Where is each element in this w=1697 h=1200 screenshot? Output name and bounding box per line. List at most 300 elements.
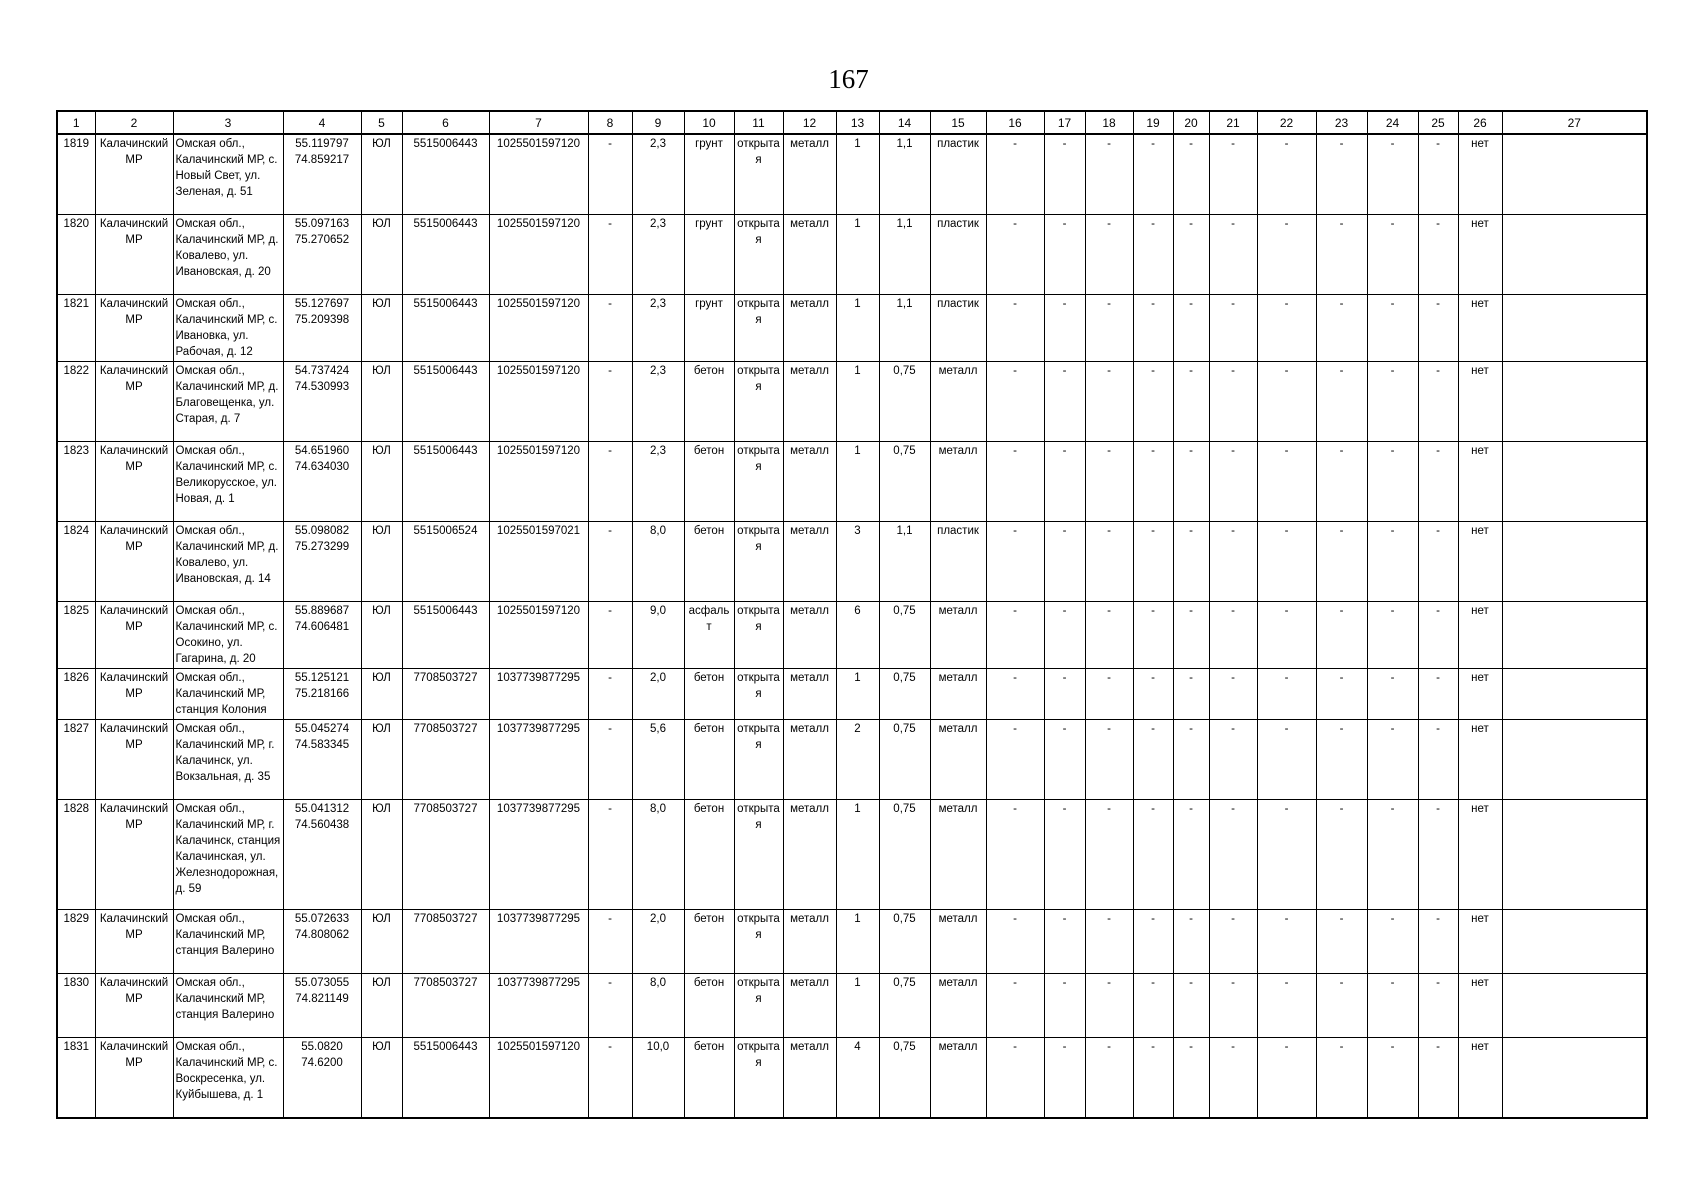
cell-district: Калачинский МР xyxy=(95,442,173,522)
cell-c26: нет xyxy=(1458,974,1502,1038)
coordinates-cell xyxy=(283,522,361,602)
cell-c16: - xyxy=(986,800,1044,910)
cell-c19: - xyxy=(1133,1038,1173,1119)
cell-c14: 0,75 xyxy=(879,362,930,442)
latitude: 55.889687 xyxy=(294,605,350,617)
cell-c13: 4 xyxy=(836,1038,879,1119)
cell-n: 1829 xyxy=(57,910,95,974)
cell-c19: - xyxy=(1133,669,1173,720)
cell-c12: металл xyxy=(783,602,836,669)
cell-c16: - xyxy=(986,362,1044,442)
coordinates-cell xyxy=(283,295,361,362)
cell-c16: - xyxy=(986,295,1044,362)
cell-c14: 0,75 xyxy=(879,1038,930,1119)
cell-c26: нет xyxy=(1458,522,1502,602)
cell-district: Калачинский МР xyxy=(95,910,173,974)
cell-c8: - xyxy=(588,910,632,974)
cell-c16: - xyxy=(986,669,1044,720)
cell-c23: - xyxy=(1316,134,1367,215)
cell-c9: 8,0 xyxy=(632,800,684,910)
cell-address: Омская обл., Калачинский МР, г. Калачинск, ул. Вокзальная, д. 35 xyxy=(173,720,283,800)
cell-c10: бетон xyxy=(684,442,734,522)
cell-address: Омская обл., Калачинский МР, д. Ковалево, ул. Ивановская, д. 14 xyxy=(173,522,283,602)
coordinates-cell xyxy=(283,442,361,522)
cell-c25: - xyxy=(1418,522,1458,602)
cell-c23: - xyxy=(1316,295,1367,362)
cell-c24: - xyxy=(1367,134,1418,215)
cell-n: 1821 xyxy=(57,295,95,362)
cell-c24: - xyxy=(1367,602,1418,669)
cell-inn: 5515006443 xyxy=(402,215,489,295)
cell-c17: - xyxy=(1044,602,1085,669)
cell-c13: 1 xyxy=(836,800,879,910)
cell-c27 xyxy=(1502,295,1647,362)
cell-c15: металл xyxy=(930,910,986,974)
cell-c20: - xyxy=(1173,522,1209,602)
cell-c19: - xyxy=(1133,522,1173,602)
cell-address: Омская обл., Калачинский МР, с. Великорусское, ул. Новая, д. 1 xyxy=(173,442,283,522)
cell-c26: нет xyxy=(1458,362,1502,442)
column-header: 9 xyxy=(632,111,684,134)
cell-c14: 0,75 xyxy=(879,910,930,974)
cell-c26: нет xyxy=(1458,1038,1502,1119)
cell-c11: открытая xyxy=(734,362,783,442)
latitude: 55.127697 xyxy=(294,298,350,310)
cell-n: 1828 xyxy=(57,800,95,910)
cell-c12: металл xyxy=(783,910,836,974)
cell-c15: металл xyxy=(930,669,986,720)
cell-c27 xyxy=(1502,974,1647,1038)
cell-district: Калачинский МР xyxy=(95,720,173,800)
cell-c25: - xyxy=(1418,669,1458,720)
cell-c13: 1 xyxy=(836,974,879,1038)
cell-c21: - xyxy=(1209,1038,1257,1119)
cell-type: ЮЛ xyxy=(361,669,402,720)
cell-c19: - xyxy=(1133,800,1173,910)
cell-c20: - xyxy=(1173,669,1209,720)
cell-type: ЮЛ xyxy=(361,134,402,215)
cell-type: ЮЛ xyxy=(361,800,402,910)
cell-c14: 0,75 xyxy=(879,602,930,669)
cell-c13: 3 xyxy=(836,522,879,602)
cell-c20: - xyxy=(1173,134,1209,215)
cell-c25: - xyxy=(1418,295,1458,362)
cell-c26: нет xyxy=(1458,720,1502,800)
table-row xyxy=(57,215,1647,295)
cell-c14: 0,75 xyxy=(879,720,930,800)
cell-c19: - xyxy=(1133,974,1173,1038)
cell-inn: 5515006443 xyxy=(402,1038,489,1119)
coordinates-cell xyxy=(283,1038,361,1119)
cell-c18: - xyxy=(1085,910,1133,974)
longitude: 74.606481 xyxy=(294,621,350,633)
cell-district: Калачинский МР xyxy=(95,669,173,720)
cell-c17: - xyxy=(1044,362,1085,442)
cell-c8: - xyxy=(588,602,632,669)
coordinates-cell xyxy=(283,215,361,295)
table-body xyxy=(57,134,1647,1118)
cell-c20: - xyxy=(1173,974,1209,1038)
cell-c27 xyxy=(1502,522,1647,602)
latitude: 55.072633 xyxy=(294,913,350,925)
cell-c22: - xyxy=(1257,602,1316,669)
cell-c11: открытая xyxy=(734,522,783,602)
column-header: 10 xyxy=(684,111,734,134)
cell-c21: - xyxy=(1209,910,1257,974)
cell-c17: - xyxy=(1044,1038,1085,1119)
cell-c20: - xyxy=(1173,362,1209,442)
cell-c11: открытая xyxy=(734,134,783,215)
cell-c10: бетон xyxy=(684,910,734,974)
cell-c17: - xyxy=(1044,134,1085,215)
cell-c8: - xyxy=(588,720,632,800)
cell-c24: - xyxy=(1367,669,1418,720)
cell-c24: - xyxy=(1367,720,1418,800)
cell-c22: - xyxy=(1257,1038,1316,1119)
cell-c15: металл xyxy=(930,442,986,522)
cell-address: Омская обл., Калачинский МР, с. Новый Свет, ул. Зеленая, д. 51 xyxy=(173,134,283,215)
cell-c12: металл xyxy=(783,522,836,602)
cell-c13: 1 xyxy=(836,215,879,295)
cell-c26: нет xyxy=(1458,442,1502,522)
longitude: 74.530993 xyxy=(294,381,350,393)
cell-c23: - xyxy=(1316,720,1367,800)
cell-c15: металл xyxy=(930,602,986,669)
cell-district: Калачинский МР xyxy=(95,1038,173,1119)
cell-address: Омская обл., Калачинский МР, с. Воскресенка, ул. Куйбышева, д. 1 xyxy=(173,1038,283,1119)
cell-c21: - xyxy=(1209,215,1257,295)
cell-c12: металл xyxy=(783,362,836,442)
column-header: 14 xyxy=(879,111,930,134)
cell-c12: металл xyxy=(783,800,836,910)
cell-c12: металл xyxy=(783,442,836,522)
cell-c24: - xyxy=(1367,800,1418,910)
cell-ogrn: 1037739877295 xyxy=(489,910,588,974)
cell-c27 xyxy=(1502,669,1647,720)
cell-ogrn: 1037739877295 xyxy=(489,974,588,1038)
cell-c18: - xyxy=(1085,442,1133,522)
header-row xyxy=(57,111,1647,134)
cell-c17: - xyxy=(1044,442,1085,522)
table-row xyxy=(57,669,1647,720)
cell-district: Калачинский МР xyxy=(95,602,173,669)
cell-c11: открытая xyxy=(734,910,783,974)
table-row xyxy=(57,910,1647,974)
cell-c21: - xyxy=(1209,720,1257,800)
cell-c27 xyxy=(1502,215,1647,295)
cell-type: ЮЛ xyxy=(361,720,402,800)
cell-c9: 2,3 xyxy=(632,215,684,295)
cell-c20: - xyxy=(1173,910,1209,974)
cell-c24: - xyxy=(1367,974,1418,1038)
cell-c23: - xyxy=(1316,1038,1367,1119)
cell-c13: 2 xyxy=(836,720,879,800)
table-row xyxy=(57,720,1647,800)
cell-c25: - xyxy=(1418,720,1458,800)
cell-c11: открытая xyxy=(734,442,783,522)
cell-c24: - xyxy=(1367,910,1418,974)
cell-c17: - xyxy=(1044,800,1085,910)
cell-c11: открытая xyxy=(734,602,783,669)
cell-c17: - xyxy=(1044,522,1085,602)
cell-inn: 7708503727 xyxy=(402,720,489,800)
cell-c25: - xyxy=(1418,974,1458,1038)
cell-c21: - xyxy=(1209,800,1257,910)
cell-address: Омская обл., Калачинский МР, с. Ивановка, ул. Рабочая, д. 12 xyxy=(173,295,283,362)
cell-c23: - xyxy=(1316,974,1367,1038)
coordinates-cell xyxy=(283,910,361,974)
cell-c16: - xyxy=(986,134,1044,215)
coordinates-cell xyxy=(283,800,361,910)
cell-c27 xyxy=(1502,134,1647,215)
cell-c17: - xyxy=(1044,215,1085,295)
cell-c21: - xyxy=(1209,974,1257,1038)
cell-c14: 0,75 xyxy=(879,669,930,720)
cell-c18: - xyxy=(1085,522,1133,602)
cell-address: Омская обл., Калачинский МР, д. Ковалево, ул. Ивановская, д. 20 xyxy=(173,215,283,295)
cell-c25: - xyxy=(1418,1038,1458,1119)
cell-ogrn: 1025501597120 xyxy=(489,602,588,669)
cell-c9: 2,0 xyxy=(632,669,684,720)
latitude: 55.045274 xyxy=(294,723,350,735)
cell-c22: - xyxy=(1257,215,1316,295)
cell-c25: - xyxy=(1418,800,1458,910)
cell-inn: 5515006443 xyxy=(402,295,489,362)
cell-c9: 10,0 xyxy=(632,1038,684,1119)
cell-c18: - xyxy=(1085,800,1133,910)
cell-c15: металл xyxy=(930,720,986,800)
cell-inn: 5515006443 xyxy=(402,362,489,442)
cell-c17: - xyxy=(1044,669,1085,720)
cell-c24: - xyxy=(1367,1038,1418,1119)
cell-c25: - xyxy=(1418,910,1458,974)
cell-c8: - xyxy=(588,442,632,522)
cell-c15: металл xyxy=(930,974,986,1038)
cell-c8: - xyxy=(588,215,632,295)
cell-c10: бетон xyxy=(684,974,734,1038)
cell-c25: - xyxy=(1418,215,1458,295)
longitude: 75.218166 xyxy=(294,688,350,700)
cell-c22: - xyxy=(1257,442,1316,522)
cell-district: Калачинский МР xyxy=(95,800,173,910)
page-number: 167 xyxy=(828,64,869,94)
longitude: 74.634030 xyxy=(294,461,350,473)
cell-c17: - xyxy=(1044,295,1085,362)
cell-c26: нет xyxy=(1458,910,1502,974)
cell-c12: металл xyxy=(783,720,836,800)
cell-c12: металл xyxy=(783,215,836,295)
cell-type: ЮЛ xyxy=(361,522,402,602)
cell-type: ЮЛ xyxy=(361,1038,402,1119)
cell-c10: бетон xyxy=(684,1038,734,1119)
cell-ogrn: 1025501597120 xyxy=(489,442,588,522)
latitude: 55.119797 xyxy=(295,138,349,150)
cell-c22: - xyxy=(1257,295,1316,362)
cell-district: Калачинский МР xyxy=(95,215,173,295)
column-header: 3 xyxy=(173,111,283,134)
latitude: 55.125121 xyxy=(294,672,350,684)
cell-district: Калачинский МР xyxy=(95,134,173,215)
cell-address: Омская обл., Калачинский МР, д. Благовещенка, ул. Старая, д. 7 xyxy=(173,362,283,442)
cell-district: Калачинский МР xyxy=(95,295,173,362)
cell-c27 xyxy=(1502,602,1647,669)
cell-c21: - xyxy=(1209,442,1257,522)
cell-c15: металл xyxy=(930,362,986,442)
table-row xyxy=(57,1038,1647,1119)
cell-c16: - xyxy=(986,1038,1044,1119)
column-header: 11 xyxy=(734,111,783,134)
cell-n: 1830 xyxy=(57,974,95,1038)
table-row xyxy=(57,974,1647,1038)
cell-c13: 1 xyxy=(836,362,879,442)
cell-c26: нет xyxy=(1458,215,1502,295)
cell-c23: - xyxy=(1316,910,1367,974)
cell-c27 xyxy=(1502,442,1647,522)
cell-ogrn: 1025501597120 xyxy=(489,1038,588,1119)
cell-c18: - xyxy=(1085,720,1133,800)
cell-c11: открытая xyxy=(734,1038,783,1119)
cell-ogrn: 1037739877295 xyxy=(489,669,588,720)
cell-c8: - xyxy=(588,1038,632,1119)
cell-c15: металл xyxy=(930,800,986,910)
cell-c12: металл xyxy=(783,1038,836,1119)
cell-c9: 2,3 xyxy=(632,295,684,362)
cell-c13: 6 xyxy=(836,602,879,669)
cell-ogrn: 1025501597021 xyxy=(489,522,588,602)
column-header: 5 xyxy=(361,111,402,134)
cell-inn: 5515006443 xyxy=(402,602,489,669)
cell-c9: 9,0 xyxy=(632,602,684,669)
column-header: 24 xyxy=(1367,111,1418,134)
longitude: 74.821149 xyxy=(295,993,349,1005)
column-header: 4 xyxy=(283,111,361,134)
cell-inn: 7708503727 xyxy=(402,669,489,720)
cell-n: 1822 xyxy=(57,362,95,442)
cell-c9: 2,3 xyxy=(632,362,684,442)
cell-ogrn: 1025501597120 xyxy=(489,215,588,295)
cell-inn: 7708503727 xyxy=(402,800,489,910)
cell-c14: 1,1 xyxy=(879,295,930,362)
cell-c14: 1,1 xyxy=(879,522,930,602)
longitude: 75.273299 xyxy=(294,541,350,553)
cell-inn: 5515006443 xyxy=(402,134,489,215)
coordinates-cell xyxy=(283,974,361,1038)
cell-ogrn: 1025501597120 xyxy=(489,295,588,362)
cell-c12: металл xyxy=(783,134,836,215)
cell-inn: 5515006443 xyxy=(402,442,489,522)
cell-c15: металл xyxy=(930,1038,986,1119)
table-row xyxy=(57,522,1647,602)
cell-c20: - xyxy=(1173,720,1209,800)
cell-c26: нет xyxy=(1458,800,1502,910)
column-header: 7 xyxy=(489,111,588,134)
cell-c15: пластик xyxy=(930,522,986,602)
cell-district: Калачинский МР xyxy=(95,522,173,602)
cell-district: Калачинский МР xyxy=(95,362,173,442)
cell-address: Омская обл., Калачинский МР, станция Колония xyxy=(173,669,283,720)
cell-c18: - xyxy=(1085,669,1133,720)
cell-c10: бетон xyxy=(684,522,734,602)
cell-c8: - xyxy=(588,522,632,602)
latitude: 55.073055 xyxy=(294,977,350,989)
registry-table xyxy=(56,110,1648,1119)
column-header: 17 xyxy=(1044,111,1085,134)
cell-n: 1826 xyxy=(57,669,95,720)
cell-c13: 1 xyxy=(836,442,879,522)
cell-c8: - xyxy=(588,974,632,1038)
cell-c21: - xyxy=(1209,669,1257,720)
cell-c24: - xyxy=(1367,215,1418,295)
table-row xyxy=(57,442,1647,522)
column-header: 18 xyxy=(1085,111,1133,134)
column-header: 19 xyxy=(1133,111,1173,134)
cell-c8: - xyxy=(588,800,632,910)
latitude: 54.651960 xyxy=(294,445,350,457)
table-row xyxy=(57,602,1647,669)
cell-c19: - xyxy=(1133,215,1173,295)
cell-c22: - xyxy=(1257,134,1316,215)
column-header: 26 xyxy=(1458,111,1502,134)
cell-c19: - xyxy=(1133,602,1173,669)
cell-c26: нет xyxy=(1458,134,1502,215)
cell-c15: пластик xyxy=(930,295,986,362)
cell-c20: - xyxy=(1173,602,1209,669)
cell-c12: металл xyxy=(783,974,836,1038)
table-row xyxy=(57,362,1647,442)
cell-c18: - xyxy=(1085,1038,1133,1119)
cell-c10: грунт xyxy=(684,295,734,362)
cell-c11: открытая xyxy=(734,215,783,295)
cell-c9: 8,0 xyxy=(632,974,684,1038)
cell-c18: - xyxy=(1085,974,1133,1038)
cell-c16: - xyxy=(986,522,1044,602)
longitude: 74.6200 xyxy=(301,1057,343,1069)
cell-c9: 5,6 xyxy=(632,720,684,800)
cell-c11: открытая xyxy=(734,720,783,800)
cell-c22: - xyxy=(1257,669,1316,720)
column-header: 23 xyxy=(1316,111,1367,134)
cell-c14: 1,1 xyxy=(879,215,930,295)
coordinates-cell xyxy=(283,134,361,215)
cell-c26: нет xyxy=(1458,295,1502,362)
column-header: 21 xyxy=(1209,111,1257,134)
cell-c22: - xyxy=(1257,800,1316,910)
cell-c23: - xyxy=(1316,522,1367,602)
cell-c18: - xyxy=(1085,362,1133,442)
cell-type: ЮЛ xyxy=(361,602,402,669)
cell-c11: открытая xyxy=(734,800,783,910)
cell-c19: - xyxy=(1133,295,1173,362)
cell-c20: - xyxy=(1173,215,1209,295)
longitude: 74.808062 xyxy=(294,929,350,941)
cell-c21: - xyxy=(1209,362,1257,442)
cell-c16: - xyxy=(986,974,1044,1038)
cell-c20: - xyxy=(1173,442,1209,522)
cell-c19: - xyxy=(1133,134,1173,215)
cell-c16: - xyxy=(986,602,1044,669)
coordinates-cell xyxy=(283,362,361,442)
column-header: 20 xyxy=(1173,111,1209,134)
cell-c8: - xyxy=(588,362,632,442)
latitude: 55.098082 xyxy=(294,525,350,537)
cell-c17: - xyxy=(1044,910,1085,974)
longitude: 74.560438 xyxy=(294,819,350,831)
column-header: 6 xyxy=(402,111,489,134)
cell-c27 xyxy=(1502,910,1647,974)
cell-district: Калачинский МР xyxy=(95,974,173,1038)
cell-n: 1823 xyxy=(57,442,95,522)
column-header: 1 xyxy=(57,111,95,134)
